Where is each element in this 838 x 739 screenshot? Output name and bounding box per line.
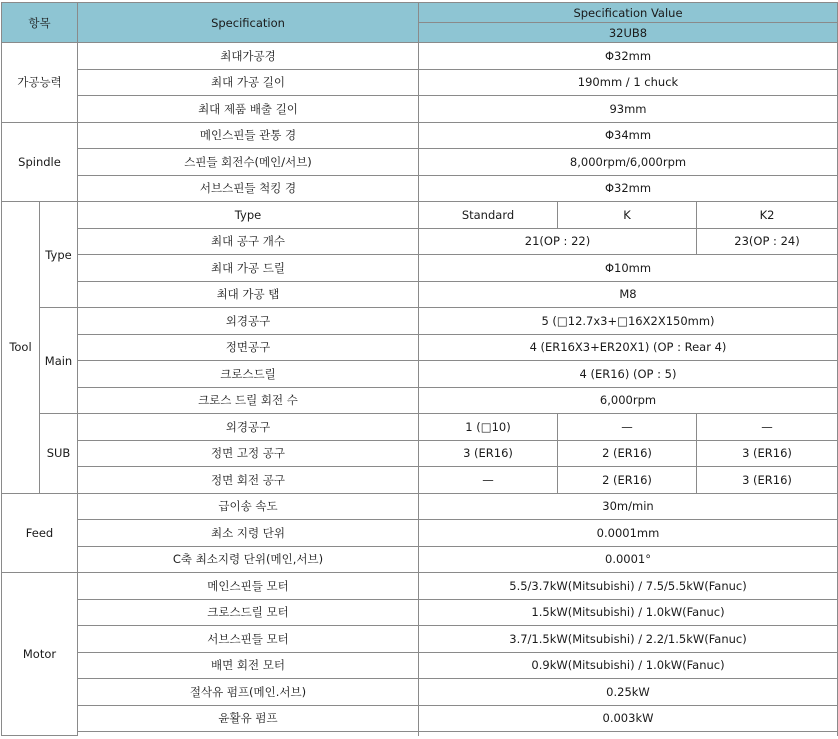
section-capacity-label: 가공능력 bbox=[2, 43, 78, 123]
value-cell: 93mm bbox=[419, 96, 838, 123]
section-feed-label: Feed bbox=[2, 493, 78, 573]
header-item: 항목 bbox=[2, 3, 78, 43]
spec-cell: 서브스핀들 모터 bbox=[78, 626, 419, 653]
spec-cell-empty bbox=[78, 732, 419, 736]
value-cell-k2: — bbox=[697, 414, 838, 441]
spec-cell: 최대 가공 드릴 bbox=[78, 255, 419, 282]
spec-cell: 정면 회전 공구 bbox=[78, 467, 419, 494]
table-row bbox=[2, 573, 838, 600]
value-cell-standard: 1 (□10) bbox=[419, 414, 558, 441]
subsection-sub-label: SUB bbox=[40, 414, 78, 494]
value-cell-k2: 3 (ER16) bbox=[697, 440, 838, 467]
value-cell: 0.25kW bbox=[419, 679, 838, 706]
section-spindle-label: Spindle bbox=[2, 122, 78, 202]
table-row bbox=[2, 679, 838, 706]
table-row bbox=[2, 202, 838, 229]
header-model: 32UB8 bbox=[419, 23, 838, 43]
spec-cell: 외경공구 bbox=[78, 308, 419, 335]
value-cell: 30m/min bbox=[419, 493, 838, 520]
value-cell-k: — bbox=[558, 414, 697, 441]
value-cell: 0.9kW(Mitsubishi) / 1.0kW(Fanuc) bbox=[419, 652, 838, 679]
spec-cell: 윤활유 펌프 bbox=[78, 705, 419, 732]
spec-cell: C축 최소지령 단위(메인,서브) bbox=[78, 546, 419, 573]
value-cell: Φ32mm bbox=[419, 175, 838, 202]
value-cell: 5 (□12.7x3+□16X2X150mm) bbox=[419, 308, 838, 335]
value-cell-k2: 23(OP : 24) bbox=[697, 228, 838, 255]
spec-cell: 급이송 속도 bbox=[78, 493, 419, 520]
value-cell: 4 (ER16) (OP : 5) bbox=[419, 361, 838, 388]
spec-cell: Type bbox=[78, 202, 419, 229]
header-specification: Specification bbox=[78, 3, 419, 43]
value-cell: Φ34mm bbox=[419, 122, 838, 149]
value-cell: 6,000rpm bbox=[419, 387, 838, 414]
value-cell: Φ32mm bbox=[419, 43, 838, 70]
value-cell: M8 bbox=[419, 281, 838, 308]
value-cell-standard-k: 21(OP : 22) bbox=[419, 228, 697, 255]
spec-cell: 최대 가공 길이 bbox=[78, 69, 419, 96]
table-row bbox=[2, 334, 838, 361]
spec-cell: 최대가공경 bbox=[78, 43, 419, 70]
section-tool-label: Tool bbox=[2, 202, 40, 494]
value-cell: 1.5kW(Mitsubishi) / 1.0kW(Fanuc) bbox=[419, 599, 838, 626]
table-row bbox=[2, 228, 838, 255]
table-row bbox=[2, 493, 838, 520]
spec-cell: 최대 제품 배출 길이 bbox=[78, 96, 419, 123]
spec-cell: 외경공구 bbox=[78, 414, 419, 441]
value-cell: 4 (ER16X3+ER20X1) (OP : Rear 4) bbox=[419, 334, 838, 361]
spec-cell: 절삭유 펌프(메인.서브) bbox=[78, 679, 419, 706]
value-cell: 0.0001mm bbox=[419, 520, 838, 547]
header-spec-value: Specification Value bbox=[419, 3, 838, 23]
spec-cell: 크로스드릴 모터 bbox=[78, 599, 419, 626]
subsection-main-label: Main bbox=[40, 308, 78, 414]
value-cell: 0.003kW bbox=[419, 705, 838, 732]
value-cell-standard: Standard bbox=[419, 202, 558, 229]
spec-cell: 메인스핀들 관통 경 bbox=[78, 122, 419, 149]
value-cell: 190mm / 1 chuck bbox=[419, 69, 838, 96]
value-cell: 8,000rpm/6,000rpm bbox=[419, 149, 838, 176]
table-header bbox=[2, 3, 838, 43]
table-row bbox=[2, 705, 838, 732]
table-row bbox=[2, 387, 838, 414]
spec-cell: 배면 회전 모터 bbox=[78, 652, 419, 679]
value-cell-k: 2 (ER16) bbox=[558, 467, 697, 494]
spec-table bbox=[1, 2, 838, 736]
spec-cell: 최대 공구 개수 bbox=[78, 228, 419, 255]
table-row bbox=[2, 69, 838, 96]
spec-cell: 스핀들 회전수(메인/서브) bbox=[78, 149, 419, 176]
value-cell-standard: — bbox=[419, 467, 558, 494]
table-row bbox=[2, 440, 838, 467]
value-cell: 5.5/3.7kW(Mitsubishi) / 7.5/5.5kW(Fanuc) bbox=[419, 573, 838, 600]
table-row bbox=[2, 43, 838, 70]
value-cell-k: 2 (ER16) bbox=[558, 440, 697, 467]
spec-cell: 최소 지령 단위 bbox=[78, 520, 419, 547]
table-row bbox=[2, 122, 838, 149]
table-row bbox=[2, 96, 838, 123]
table-row bbox=[2, 626, 838, 653]
spec-cell: 정면공구 bbox=[78, 334, 419, 361]
table-row bbox=[2, 546, 838, 573]
spec-cell: 최대 가공 탭 bbox=[78, 281, 419, 308]
table-row bbox=[2, 652, 838, 679]
table-row-cut bbox=[2, 732, 838, 736]
value-cell: 0.0001° bbox=[419, 546, 838, 573]
table-row bbox=[2, 149, 838, 176]
spec-cell: 크로스드릴 bbox=[78, 361, 419, 388]
table-row bbox=[2, 361, 838, 388]
table-row bbox=[2, 255, 838, 282]
table-row bbox=[2, 281, 838, 308]
value-cell: Φ10mm bbox=[419, 255, 838, 282]
spec-cell: 정면 고정 공구 bbox=[78, 440, 419, 467]
value-cell-k: K bbox=[558, 202, 697, 229]
spec-cell: 크로스 드릴 회전 수 bbox=[78, 387, 419, 414]
table-row bbox=[2, 599, 838, 626]
value-cell: 3.7/1.5kW(Mitsubishi) / 2.2/1.5kW(Fanuc) bbox=[419, 626, 838, 653]
subsection-type-label: Type bbox=[40, 202, 78, 308]
spec-cell: 메인스핀들 모터 bbox=[78, 573, 419, 600]
value-cell-k2: K2 bbox=[697, 202, 838, 229]
table-row bbox=[2, 520, 838, 547]
table-row bbox=[2, 308, 838, 335]
table-row bbox=[2, 467, 838, 494]
spec-cell: 서브스핀들 척킹 경 bbox=[78, 175, 419, 202]
value-cell-k2: 3 (ER16) bbox=[697, 467, 838, 494]
value-cell-standard: 3 (ER16) bbox=[419, 440, 558, 467]
section-motor-label: Motor bbox=[2, 573, 78, 736]
table-row bbox=[2, 414, 838, 441]
value-cell-empty bbox=[419, 732, 838, 736]
table-row bbox=[2, 175, 838, 202]
